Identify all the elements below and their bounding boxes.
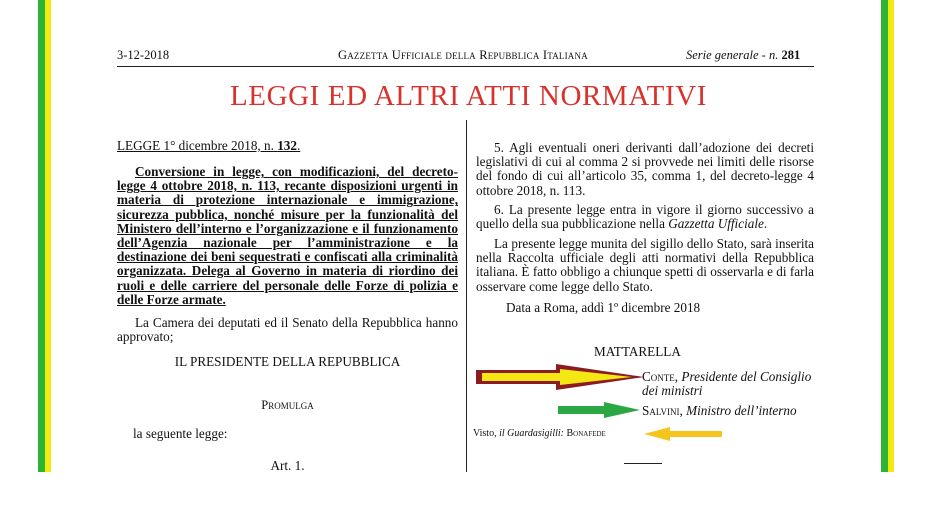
series-number: 281 [781,48,801,62]
p6-gazzetta: Gazzetta Ufficiale [668,216,764,232]
president-heading: IL PRESIDENTE DELLA REPUBBLICA [174,354,401,369]
visto-role: il Guardasigilli: [499,428,564,439]
flag-stripe-left [38,0,51,472]
conte-name: Conte [642,369,675,384]
date-place: Data a Roma, addì 1º dicembre 2018 [506,300,701,315]
law-ref-prefix: LEGGE 1° dicembre 2018, n. [117,138,274,153]
law-reference: LEGGE 1° dicembre 2018, n. 132. [117,138,301,153]
visto-prefix: Visto, [473,428,500,439]
header-series [686,48,800,63]
promulga-heading: Promulga [261,398,314,412]
flag-yellow-band [888,0,894,472]
p6-start: 6. La presente legge entra in vigore il giorno successivo a quello della sua pubblicazione nella [476,202,814,232]
series-label: Serie generale - n. [686,48,779,62]
gold-arrow-icon [644,427,724,443]
green-arrow-icon [558,402,642,420]
column-divider [466,120,467,472]
paragraph-6-text [476,203,814,231]
p6-end: . [763,216,768,232]
paragraph-7 [476,237,814,294]
flag-yellow-band [45,0,51,472]
signature-conte: Conte, Presidente del Consiglio dei ministri [642,369,812,398]
section-title: LEGGI ED ALTRI ATTI NORMATIVI [229,80,708,112]
header-rule [117,66,814,67]
article-heading: Art. 1. [270,458,305,473]
law-title-text: Conversione in legge, con modificazioni, del decreto-legge 4 ottobre 2018, n. 113, recante disposizioni urgenti in materia di protezione internazionale e immigrazione, sicurezza pubblica, nonché misure per la funzionalità del Ministero dell’interno e l’organizzazione e il funzionamento dell’Agenzia nazionale per l’amministrazione e la destinazione dei beni sequestrati e confiscati alla criminalità organizzata. Delega al Governo in materia di riordino dei ruoli e delle carriere del personale delle Forze di polizia e delle Forze armate. [117,164,458,307]
maroon-yellow-arrow-icon [476,364,646,394]
flag-green-band [881,0,888,472]
end-rule [624,463,662,464]
seguente-legge: la seguente legge: [133,426,228,441]
visto-guardasigilli [473,428,606,439]
flag-stripe-right [881,0,894,472]
salvini-name: Salvini [642,403,680,418]
paragraph-7-text: La presente legge munita del sigillo dello Stato, sarà inserita nella Raccolta ufficiale degli atti normativi della Repubblica italiana. È fatto obbligo a chiunque spetti di osservarla e di farla osservare come legge dello Stato. [476,236,814,294]
signature-salvini: Salvini, Ministro dell’interno [642,403,797,418]
intro-text: La Camera dei deputati ed il Senato della Repubblica hanno approvato; [117,315,458,345]
law-title [117,165,458,307]
paragraph-6 [476,203,814,231]
header-date: 3-12-2018 [117,48,170,62]
paragraph-5 [476,141,814,198]
header-publication: Gazzetta Ufficiale della Repubblica Italiana [338,48,588,62]
flag-green-band [38,0,45,472]
intro-paragraph [117,316,458,344]
law-ref-number: 132 [277,138,297,153]
signature-mattarella: MATTARELLA [594,344,681,359]
salvini-role: Ministro dell’interno [686,403,797,418]
conte-role: Presidente del Consiglio dei ministri [642,369,812,398]
paragraph-5-text: 5. Agli eventuali oneri derivanti dall’adozione dei decreti legislativi di cui al comma 2 si provvede nei limiti delle risorse del fondo di cui all’articolo 35, comma 1, del decreto-legge 4 ottobre 2018, n. 113. [476,140,814,198]
visto-name: Bonafede [566,428,606,439]
